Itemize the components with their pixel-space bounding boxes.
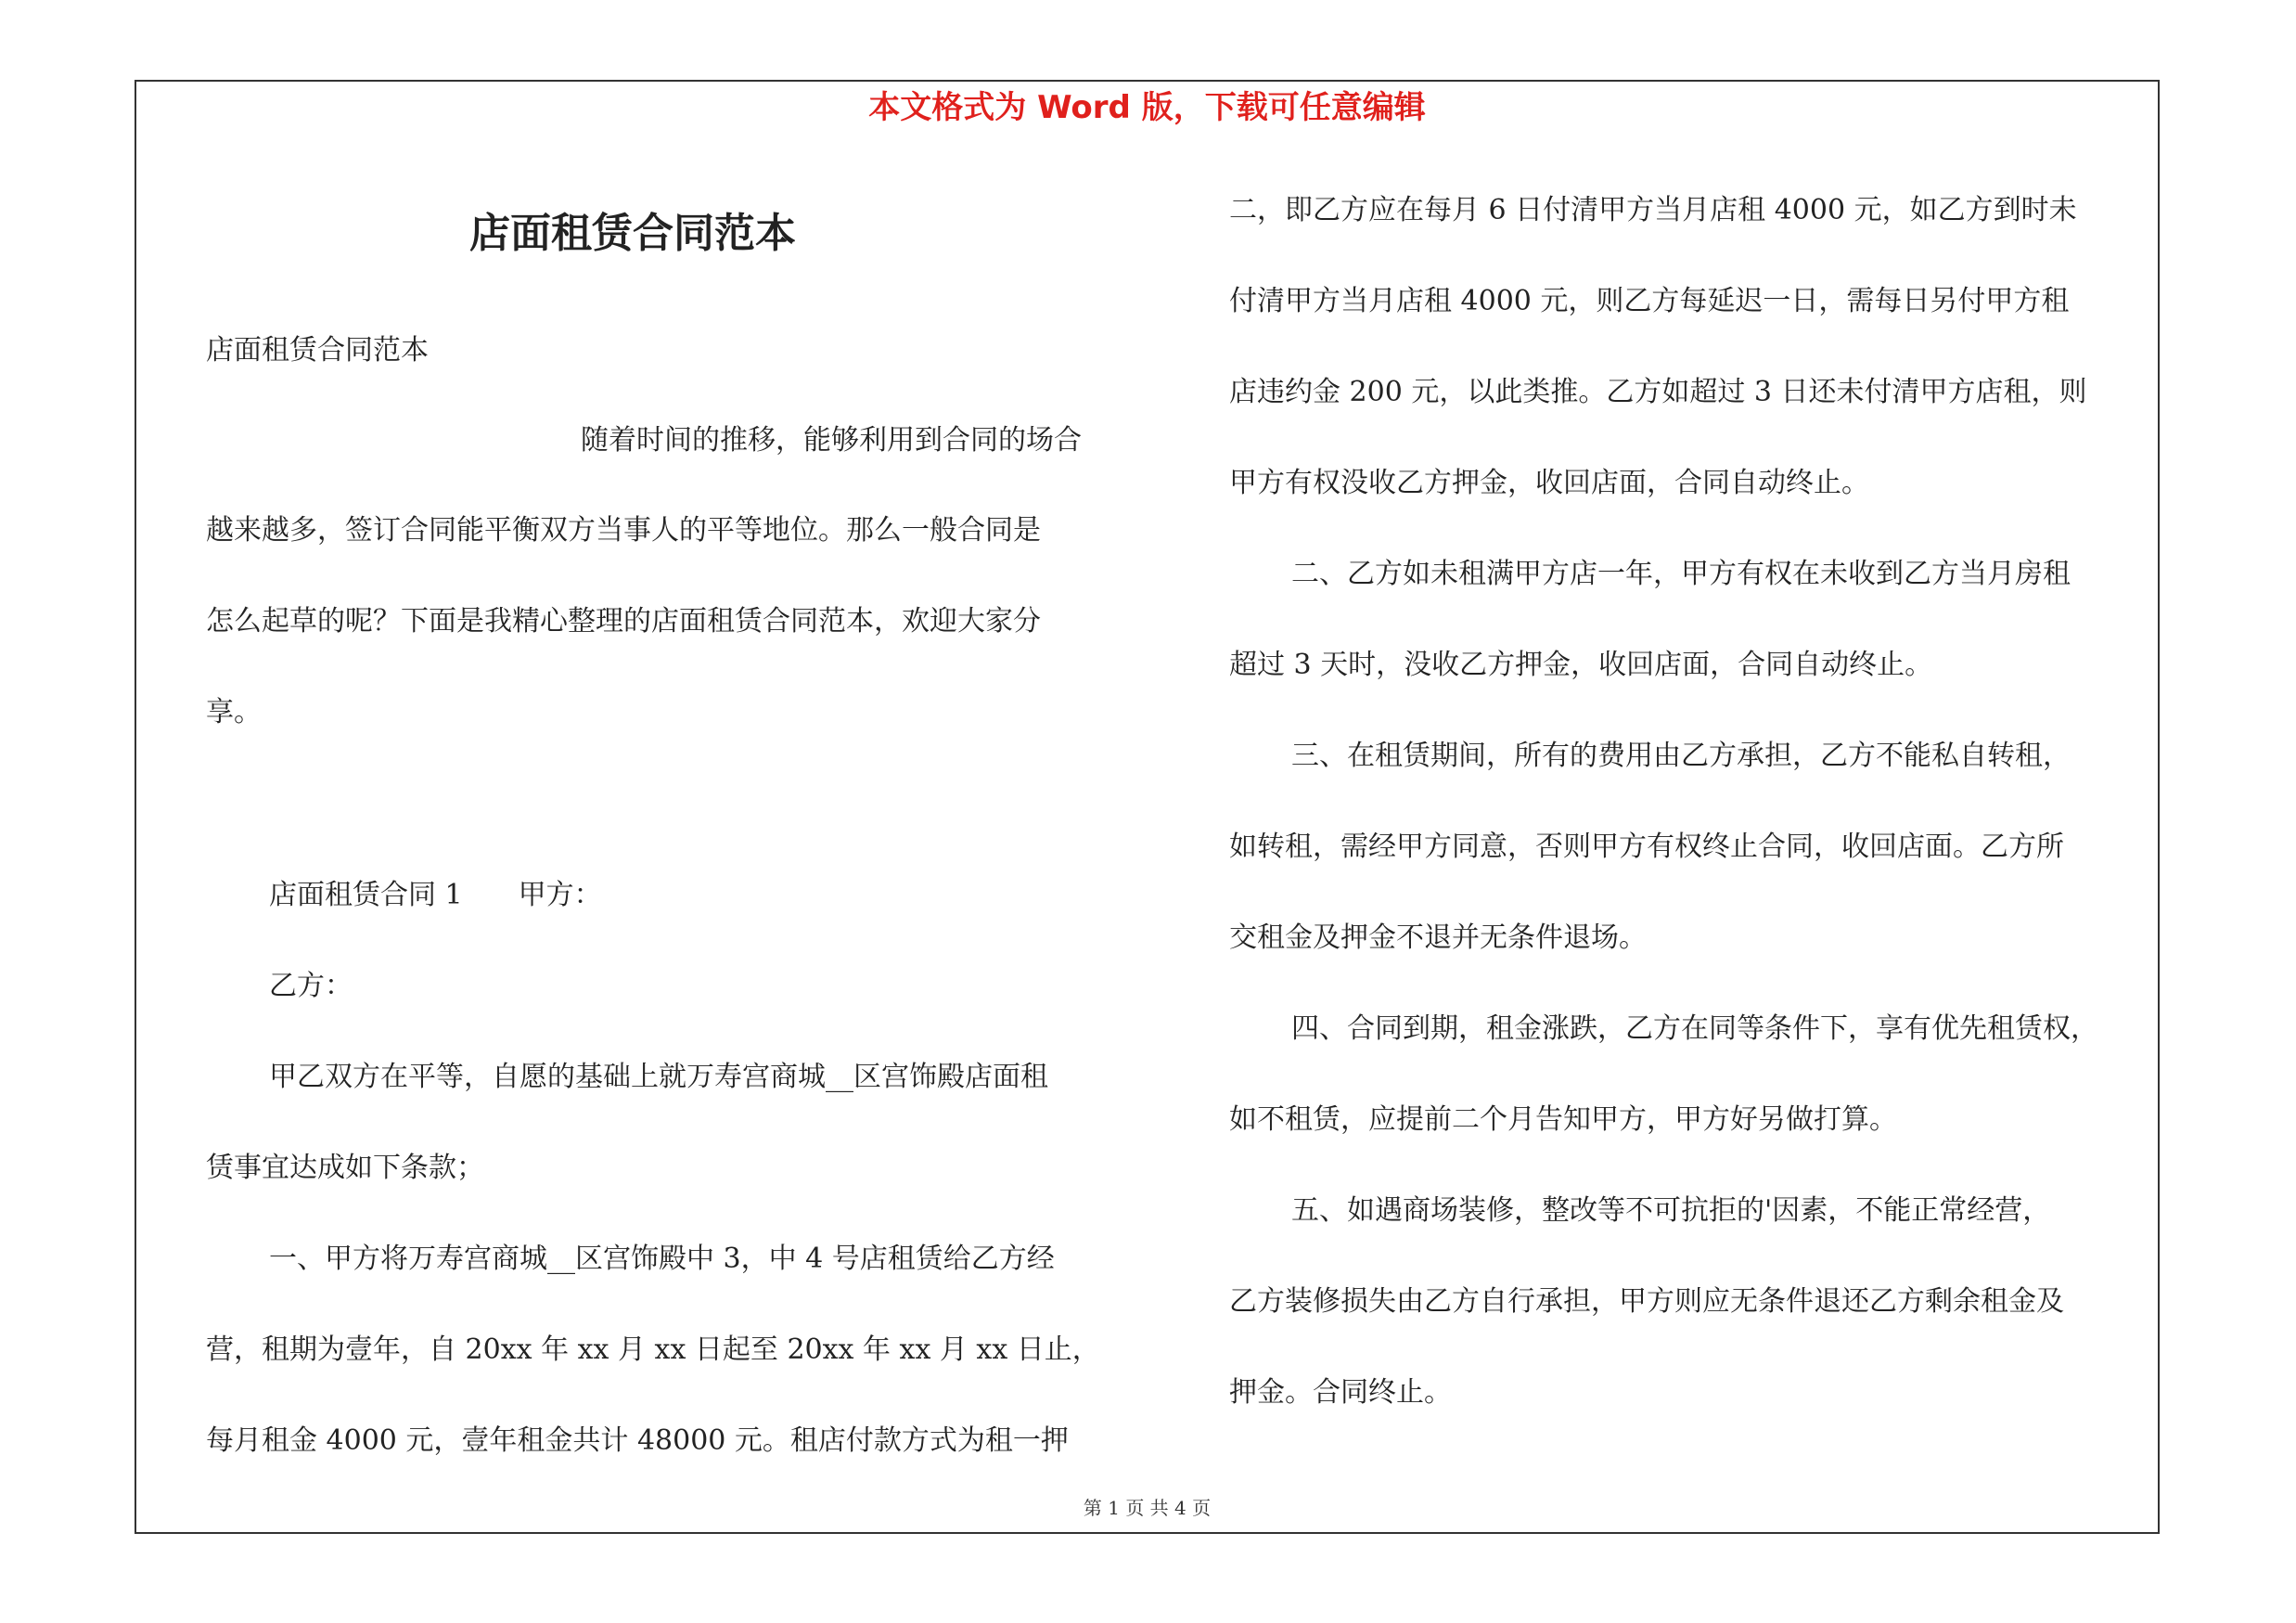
left-line: 店面租赁合同 1 甲方： (269, 879, 602, 911)
left-line: 越来越多，签订合同能平衡双方当事人的平等地位。那么一般合同是 (206, 514, 1041, 547)
page-number: 第 1 页 共 4 页 (1083, 1497, 1212, 1519)
left-line: 赁事宜达成如下条款； (206, 1152, 484, 1184)
left-line: 一、甲方将万寿宫商城__区宫饰殿中 3，中 4 号店租赁给乙方经 (269, 1243, 1055, 1275)
right-line: 付清甲方当月店租 4000 元，则乙方每延迟一日，需每日另付甲方租 (1229, 285, 2070, 317)
format-banner: 本文格式为 Word 版，下载可任意编辑 (868, 89, 1426, 126)
right-line: 如转租，需经甲方同意，否则甲方有权终止合同，收回店面。乙方所 (1229, 831, 2064, 863)
left-line: 乙方： (269, 970, 353, 1002)
right-line: 乙方装修损失由乙方自行承担，甲方则应无条件退还乙方剩余租金及 (1229, 1285, 2064, 1318)
left-line: 享。 (206, 696, 262, 728)
document-title: 店面租赁合同范本 (469, 210, 796, 257)
right-line: 甲方有权没收乙方押金，收回店面，合同自动终止。 (1229, 467, 1869, 499)
left-line: 营，租期为壹年，自 20xx 年 xx 月 xx 日起至 20xx 年 xx 月 xx 日止， (206, 1333, 1100, 1366)
left-line: 随着时间的推移，能够利用到合同的场合 (581, 424, 1082, 457)
right-line: 押金。合同终止。 (1229, 1376, 1452, 1409)
right-line: 二，即乙方应在每月 6 日付清甲方当月店租 4000 元，如乙方到时未 (1229, 194, 2077, 226)
right-line: 三、在租赁期间，所有的费用由乙方承担，乙方不能私自转租， (1291, 740, 2071, 772)
right-line: 超过 3 天时，没收乙方押金，收回店面，合同自动终止。 (1229, 649, 1933, 681)
left-line: 每月租金 4000 元，壹年租金共计 48000 元。租店付款方式为租一押 (206, 1424, 1069, 1457)
left-line: 甲乙双方在平等，自愿的基础上就万寿宫商城__区宫饰殿店面租 (269, 1061, 1048, 1093)
right-line: 四、合同到期，租金涨跌，乙方在同等条件下，享有优先租赁权， (1291, 1012, 2098, 1045)
right-line: 五、如遇商场装修，整改等不可抗拒的'因素，不能正常经营， (1291, 1194, 2051, 1227)
left-line: 店面租赁合同范本 (206, 334, 429, 367)
left-line: 怎么起草的呢？下面是我精心整理的店面租赁合同范本，欢迎大家分 (206, 605, 1041, 638)
right-line: 如不租赁，应提前二个月告知甲方，甲方好另做打算。 (1229, 1103, 1897, 1136)
right-line: 店违约金 200 元，以此类推。乙方如超过 3 日还未付清甲方店租，则 (1229, 376, 2087, 408)
right-line: 交租金及押金不退并无条件退场。 (1229, 921, 1647, 954)
right-line: 二、乙方如未租满甲方店一年，甲方有权在未收到乙方当月房租 (1291, 558, 2071, 590)
